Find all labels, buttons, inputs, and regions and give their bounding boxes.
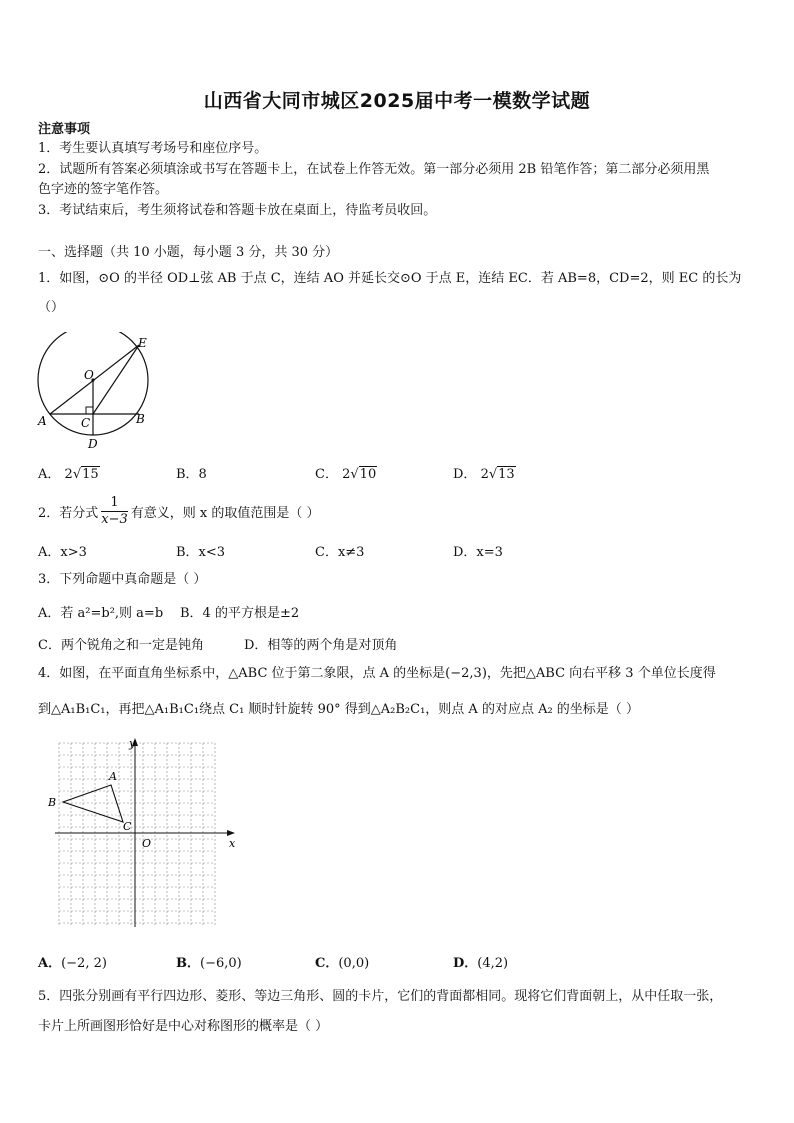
- q5-text-2: 卡片上所画图形恰好是中心对称图形的概率是（ ）: [38, 1019, 329, 1034]
- q2-text: [38, 495, 320, 528]
- label-y: y: [129, 737, 136, 750]
- q1-option-a[interactable]: A． 2√15: [38, 467, 99, 482]
- q3-text: 3．下列命题中真命题是（ ）: [38, 572, 207, 587]
- radicand: 10: [359, 467, 377, 482]
- label-o: O: [84, 368, 94, 382]
- label-b: B: [48, 796, 57, 809]
- option-value: (−6,0): [200, 956, 242, 971]
- notice-item-1: 1．考生要认真填写考场号和座位序号。: [38, 141, 268, 156]
- q1-circle-figure: [34, 332, 164, 454]
- notice-item-3: 3．考试结束后，考生须将试卷和答题卡放在桌面上，待监考员收回。: [38, 203, 437, 218]
- q1-text: 1．如图，⊙O 的半径 OD⊥弦 AB 于点 C，连结 AO 并延长交⊙O 于点 E，连结 EC．若 AB=8，CD=2，则 EC 的长为: [38, 271, 742, 286]
- option-label: A．: [38, 956, 62, 971]
- q2-option-b[interactable]: B．x<3: [176, 545, 226, 560]
- label-d: D: [88, 437, 98, 451]
- q3-option-a[interactable]: A．若 a²=b²,则 a=b: [38, 606, 164, 621]
- q3-option-d[interactable]: D．相等的两个角是对顶角: [244, 638, 398, 653]
- label-x: x: [229, 837, 236, 850]
- notice-item-2-cont: 色字迹的签字笔作答。: [38, 182, 169, 197]
- triangle-abc: [63, 785, 123, 822]
- coef: 2: [342, 467, 351, 482]
- label-c: C: [123, 820, 132, 833]
- x-arrow-icon: [227, 830, 235, 836]
- grid-lines: [59, 743, 215, 925]
- q2-fraction: [101, 495, 128, 528]
- q1-option-d[interactable]: D． 2√13: [453, 467, 515, 482]
- q2-pre: 2．若分式: [38, 506, 99, 521]
- coef: 2: [480, 467, 489, 482]
- q1-option-b[interactable]: B．8: [176, 467, 207, 482]
- q2-option-a[interactable]: A．x>3: [38, 545, 87, 560]
- option-label: D．: [453, 467, 477, 482]
- radicand: 15: [82, 467, 99, 482]
- right-angle-mark: [86, 407, 93, 414]
- option-label: B．: [176, 956, 200, 971]
- q4-text-1: 4．如图，在平面直角坐标系中，△ABC 位于第二象限，点 A 的坐标是(−2,3)，先把△ABC 向右平移 3 个单位长度得: [38, 666, 716, 681]
- page-title: 山西省大同市城区2025届中考一模数学试题: [203, 90, 591, 112]
- q1-paren: （）: [38, 300, 65, 315]
- q4-text-2: 到△A₁B₁C₁，再把△A₁B₁C₁绕点 C₁ 顺时针旋转 90° 得到△A₂B₂C₁，则点 A 的对应点 A₂ 的坐标是（ ）: [38, 702, 639, 717]
- label-b: B: [136, 412, 145, 426]
- q4-grid-figure: [45, 735, 240, 930]
- q2-option-c[interactable]: C．x≠3: [315, 545, 365, 560]
- q4-option-b[interactable]: [176, 952, 242, 971]
- radicand: 13: [498, 467, 515, 482]
- option-value: (4,2): [477, 956, 509, 971]
- notice-heading: 注意事项: [38, 122, 91, 137]
- denominator: x−3: [101, 512, 128, 527]
- coef: 2: [64, 467, 73, 482]
- q5-text-1: 5．四张分别画有平行四边形、菱形、等边三角形、圆的卡片，它们的背面都相同。现将它们背面朝上，从中任取一张，: [38, 989, 723, 1004]
- q2-option-d[interactable]: D．x=3: [453, 545, 503, 560]
- q4-option-d[interactable]: [453, 952, 508, 971]
- label-c: C: [81, 416, 91, 430]
- q4-option-a[interactable]: [38, 952, 107, 971]
- option-label: A．: [38, 467, 61, 482]
- line-ec: [93, 345, 139, 414]
- option-label: C．: [315, 956, 339, 971]
- q1-option-c[interactable]: C． 2√10: [315, 467, 377, 482]
- q4-option-c[interactable]: [315, 952, 369, 971]
- q2-post: 有意义，则 x 的取值范围是（ ）: [130, 506, 320, 521]
- label-a: A: [109, 770, 117, 783]
- q3-option-b[interactable]: B．4 的平方根是±2: [180, 606, 300, 621]
- option-label: D．: [453, 956, 478, 971]
- label-origin: O: [142, 837, 152, 850]
- option-value: (−2, 2): [61, 956, 107, 971]
- q3-option-c[interactable]: C．两个锐角之和一定是钝角: [38, 638, 204, 653]
- option-label: C．: [315, 467, 338, 482]
- option-value: (0,0): [338, 956, 370, 971]
- label-e: E: [138, 336, 147, 350]
- section-heading: 一、选择题（共 10 小题，每小题 3 分，共 30 分）: [38, 245, 339, 260]
- notice-item-2: 2．试题所有答案必须填涂或书写在答题卡上，在试卷上作答无效。第一部分必须用 2B 铅笔作答；第二部分必须用黑: [38, 162, 710, 177]
- numerator: 1: [101, 495, 128, 512]
- label-a: A: [38, 414, 47, 428]
